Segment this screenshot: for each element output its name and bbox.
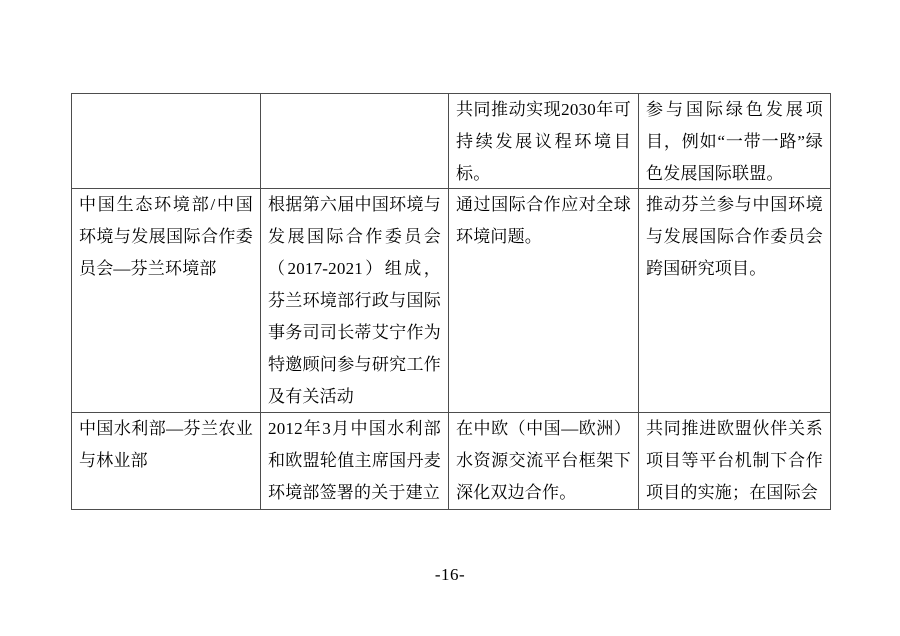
page-number: -16- <box>434 565 466 584</box>
table-cell: 推动芬兰参与中国环境与发展国际合作委员会跨国研究项目。 <box>639 189 830 412</box>
table-cell: 2012年3月中国水利部和欧盟轮值主席国丹麦环境部签署的关于建立 <box>261 413 448 509</box>
cooperation-table <box>71 93 831 510</box>
table-cell: 共同推进欧盟伙伴关系项目等平台机制下合作项目的实施；在国际会 <box>639 413 830 509</box>
table-cell <box>261 94 448 188</box>
table-cell: 通过国际合作应对全球环境问题。 <box>449 189 638 412</box>
table-cell: 中国生态环境部/中国环境与发展国际合作委员会—芬兰环境部 <box>72 189 260 412</box>
table-cell: 中国水利部—芬兰农业与林业部 <box>72 413 260 509</box>
table-cell: 根据第六届中国环境与发展国际合作委员会（2017-2021）组成，芬兰环境部行政与国际事务司司长蒂艾宁作为特邀顾问参与研究工作及有关活动 <box>261 189 448 412</box>
table-cell: 在中欧（中国—欧洲）水资源交流平台框架下深化双边合作。 <box>449 413 638 509</box>
table-cell <box>72 94 260 188</box>
table-cell: 共同推动实现2030年可持续发展议程环境目标。 <box>449 94 638 188</box>
table-cell: 参与国际绿色发展项目，例如“一带一路”绿色发展国际联盟。 <box>639 94 830 188</box>
